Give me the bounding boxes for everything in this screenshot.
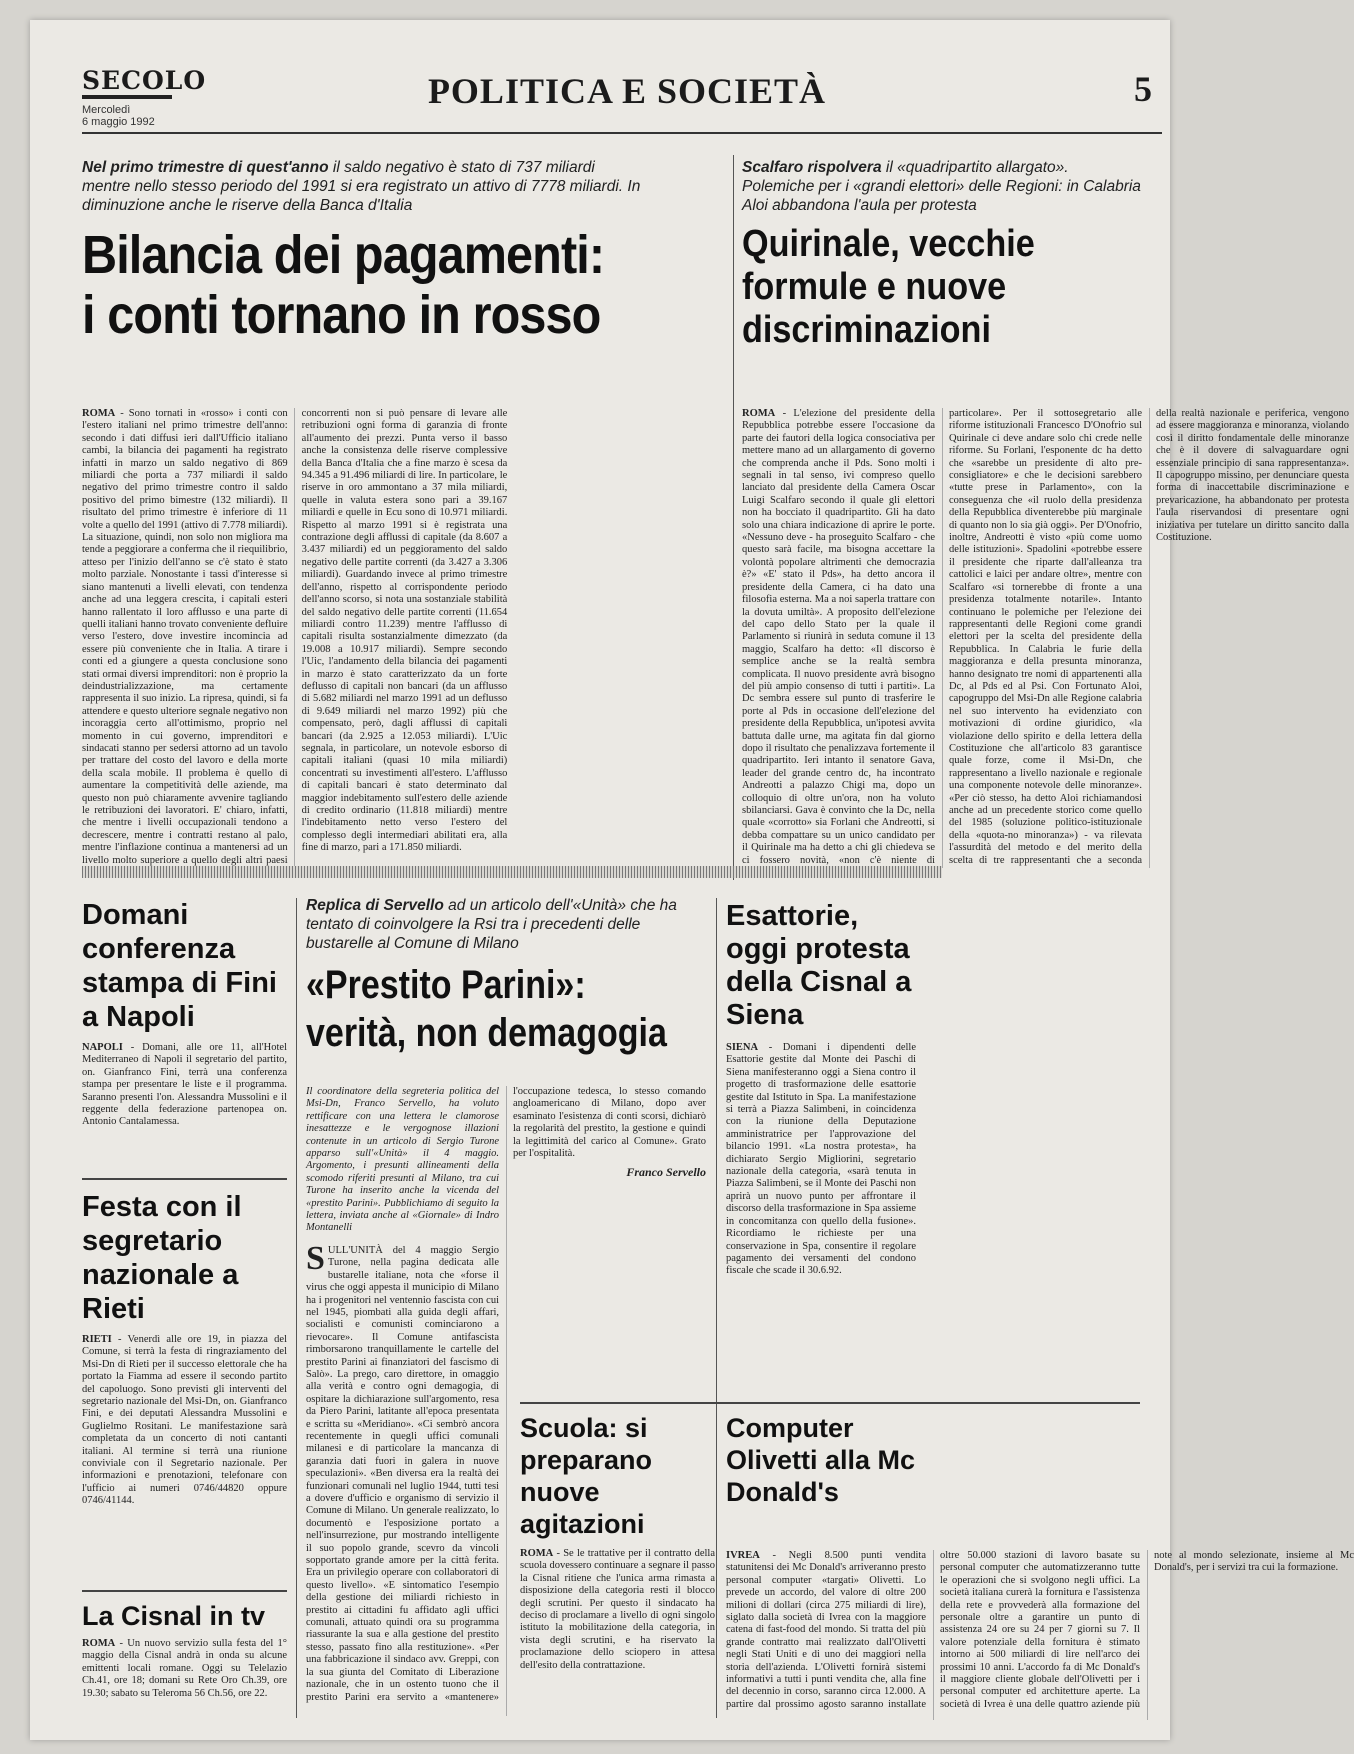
kicker-lead: Replica di Servello bbox=[306, 897, 444, 914]
article-headline: Festa con il segretario nazionale a Rieti bbox=[82, 1191, 242, 1325]
article-intro: Il coordinatore della segreteria politica del Msi-Dn, Franco Servello, ha voluto rettificare con una lettera le clamorose inesattezze e le vergognose illazioni contenute in un articolo di Sergio Turone apparso sull'«Unità» il 4 maggio. Argomento, i presunti allineamenti della scomodo riferiti presunti al Milano, tra cui Turone ha inserito anche la vicenda del «prestito Parini». Pubblichiamo di seguito la lettera, inviata anche al «Giornale» di Indro Montanelli bbox=[306, 1086, 499, 1234]
headline-line: formule e nuove bbox=[742, 266, 1007, 308]
dateline: ROMA bbox=[520, 1548, 554, 1559]
kicker-text: ad un articolo dell'«Unità» che ha tentato di coinvolgere la Rsi tra i precedenti delle bustarelle al Comune di Milano bbox=[306, 897, 677, 952]
article-body bbox=[82, 408, 727, 868]
dateline: RIETI bbox=[82, 1334, 112, 1345]
newspaper-brand: SECOLO bbox=[82, 66, 207, 95]
article-body bbox=[82, 1334, 287, 1508]
kicker-lead: Scalfaro rispolvera bbox=[742, 159, 882, 176]
body-text: - Negli 8.500 punti vendita statunitensi dei Mc Donald's arriveranno presto personal computer «targati» Olivetti. Lo prevede un accordo, del valore di oltre 200 milioni di dollari (circa 275 miliardi di lire), siglato dalla società di Ivrea con la maggiore catena di fast-food del mondo. Si tratta del più grande contratto mai realizzato dall'Olivetti negli Stati Uniti e di uno dei maggiori nella storia dell'azienda. L'Olivetti fornirà sistemi informativi a tutti i punti vendita che, alla fine del decennio in corso, saranno circa 12.000. A partire dal prossimo agosto saranno installate oltre 50.000 stazioni di lavoro basate su personal computer che automatizzeranno tutte le operazioni che si svolgono negli uffici. La società italiana curerà la fornitura e l'assistenza della rete e provvederà alla formazione del personale oltre a garantire un punto di assistenza 24 ore su 24 per 7 giorni su 7. Il valore potenziale della fornitura è stimato intorno ai 500 miliardi di lire nell'arco dei prossimi 10 anni. L'accordo fa di Mc Donald's il maggiore cliente globale dell'Olivetti per i personal computer ed architetture aperte. La società di Ivrea è una delle quattro aziende più note al mondo selezionate, insieme al Mc Donald's, per i servizi tra cui la formazione. bbox=[726, 1550, 1354, 1710]
article-body bbox=[726, 1550, 1354, 1720]
body-text: - Sono tornati in «rosso» i conti con l'estero italiani nel primo trimestre dell'anno: secondo i dati diffusi ieri dall'Ufficio italiano cambi, la bilancia dei pagamenti ha registrato infatti in marzo un saldo negativo di 869 miliardi che porta a 737 miliardi il saldo negativo del primo trimestre contro il saldo positivo del primo bimestre (132 miliardi). Il risultato del primo trimestre è inferiore di 11 volte a quello del 1991 (attivo di 7.778 miliardi). La situazione, quindi, non solo non migliora ma tende a peggiorare a conferma che il riequilibrio, atteso per l'inizio dell'anno se c'è stato è stato molto parziale. Nonostante i tassi d'interesse si siano mantenuti a livelli elevati, con tendenza anche ad una leggera crescita, i capitali esteri hanno rallentato il loro afflusso e una parte di quelli italiani hanno trovato conveniente defluire verso l'estero, dove investire incomincia ad essere più conveniente che in Italia. A tirare i conti ed a giungere a questa conclusione sono stati ormai diversi imprenditori: non è proprio la deindustrializzazione, ma certamente rappresenta il suo inizio. La ripresa, quindi, si fa attendere e questo ulteriore segnale negativo non incoraggia certo all'ottimismo, proprio nel momento in cui governo, imprenditori e sindacati stanno per sedersi attorno ad un tavolo per trattare del costo del lavoro e della morte della scala mobile. Il problema è quello di aumentare la competitività delle aziende, ma questo non può chiaramente avvenire tagliando le retribuzioni dei lavoratori. E' chiaro, infatti, che mentre i livelli occupazionali tendono a decrescere, mentre i contratti restano al palo, mentre l'inflazione continua a mantenersi ad un livello molto superiore a quello degli altri paesi concorrenti non si può pensare di levare alle retribuzioni ogni forma di garanzia di fronte all'aumento dei prezzi. Punta verso il basso anche la consistenza delle riserve complessive della Banca d'Italia che a fine marzo è scesa da 94.345 a 91.496 miliardi di lire. In particolare, le riserve in oro ammontano a 37 mila miliardi, quelle in valuta estera sono pari a 39.167 miliardi e quelle in Ecu sono di 10.971 miliardi. Rispetto al marzo 1991 si è registrata una contrazione degli afflussi di capitale (da 8.607 a 3.437 miliardi) ed un peggioramento del saldo negativo delle partite correnti (da 3.427 a 3.306 miliardi). Guardando invece al primo trimestre dell'anno, rispetto al corrispondente periodo dell'anno scorso, si nota una sostanziale stabilità del saldo negativo delle partite correnti (11.654 miliardi contro 11.239) mentre l'afflusso di capitali risulta sostanzialmente dimezzato (da 19.008 a 10.917 miliardi). Sempre secondo l'Uic, l'andamento della bilancia dei pagamenti in marzo è stato caratterizzato da un forte deflusso di capitali non bancari (da un afflusso di 5.682 miliardi nel marzo 1991 ad un deflusso di 9.649 miliardi nel marzo 1992) più che compensato, però, dagli afflussi di capitali bancari (da 2.925 a 12.053 miliardi). L'Uic segnala, in particolare, un notevole esborso di capitali italiani (quasi 10 mila miliardi) concentrati su investimenti all'estero. L'afflusso di capitali bancari è stato determinato dal maggior indebitamento sull'estero delle aziende di credito ordinario (11.818 miliardi) mentre l'indebitamento netto verso l'estero del complesso degli intermediari abilitati era, alla fine di marzo, pari a 171.850 miliardi. bbox=[82, 408, 508, 866]
article-headline bbox=[306, 961, 706, 1057]
masthead bbox=[82, 44, 1172, 128]
article-body bbox=[82, 1042, 287, 1129]
headline-line: verità, non demagogia bbox=[306, 1011, 667, 1055]
drop-cap: S bbox=[306, 1239, 325, 1277]
body-text: ULL'UNITÀ del 4 maggio Sergio Turone, nella pagina dedicata alle bustarelle italiane, nota che «forse il virus che oggi appesta il municipio di Milano ha i progenitori nel ventennio fascista con cui nel 1945, piombati alla guida degli affari, socialisti e comunisti cominciarono a rievocare». Il Comune antifascista rimborsarono tranquillamente le cartelle del prestito Parini ai finanziatori del fascismo di Salò». La prego, caro direttore, in omaggio alla verità e contro ogni demagogia, di ospitare la dichiarazione sull'argomento, resa da Piero Parini, latitante all'epoca presentata e scritta su «Meridiano». «Ci sembrò ancora recentemente in quegli uffici comunali milanesi e di particolare la mancanza di garanzia dati fuori in galera in nuove speculazioni». «Ben diversa era la realtà dei funzionari comunali nel luglio 1944, tutti tesi a dovere d'ufficio e organismo di servizio il Comune di Milano. Un generale realizzato, lo documentò e l'esposizione portato a nell'insurrezione, pur mostrando intelligente il suo popolo grande, scevro da vincoli sopportato grande amore per la città ferita. Era un privilegio operare con collaboratori di questo livello». «E sintomatico l'esempio della gestione dei miliardi richiesto in prestito ai cittadini fu affidato agli uffici comunali, attuato quindi ora su programma riassurante la sua e alla gestione del prestito stesso, passato fino alla restituzione». «Per una fabbricazione il sindaco avv. Greppi, con la sua giunta del Comitato di Liberazione nazionale, che in un ostento tuono che il prestito Parini era servito a «mantenere» l'occupazione tedesca, lo stesso comando angloamericano di Milano, dopo aver esaminato l'esistenza di conti scorsi, dichiarò la regolarità del prestito, la gestione e quindi la legittimità del carico al Comune». Grato per l'ospitalità. bbox=[306, 1086, 706, 1703]
page-number: 5 bbox=[1134, 69, 1152, 109]
kicker-lead: Nel primo trimestre di quest'anno bbox=[82, 159, 329, 176]
article-computer bbox=[726, 1412, 1354, 1722]
article-headline: Computer Olivetti alla Mc Donald's bbox=[726, 1413, 916, 1507]
body-text: - Venerdì alle ore 19, in piazza del Comune, si terrà la festa di ringraziamento del Msi-Dn di Rieti per il successo elettorale che ha portato la Fiamma ad essere il secondo partito del capoluogo. Sono previsti gli interventi del segretario nazionale del Msi-Dn, on. Gianfranco Fini, e dei deputati Alessandra Mussolini e Guglielmo Rositani. Le manifestazione sarà completata da un concerto di noti cantanti italiani. Al termine si terrà una riunione conviviale con il Segretario nazionale. Per informazioni e prenotazioni, telefonare con l'ufficio ai numeri 0746/44820 oppure 0746/41144. bbox=[82, 1334, 287, 1507]
dateline: NAPOLI bbox=[82, 1042, 123, 1053]
article-scuola bbox=[520, 1412, 715, 1722]
article-bilancia bbox=[82, 158, 727, 878]
issue-day: 6 maggio 1992 bbox=[82, 116, 155, 128]
dateline: IVREA bbox=[726, 1550, 760, 1561]
headline-line: i conti tornano in rosso bbox=[82, 285, 601, 345]
column-divider bbox=[733, 155, 734, 880]
article-headline bbox=[82, 225, 726, 345]
issue-weekday: Mercoledì bbox=[82, 104, 131, 116]
article-headline: Esattorie, oggi protesta della Cisnal a Siena bbox=[726, 900, 912, 1031]
newspaper-page bbox=[30, 20, 1354, 1740]
article-body bbox=[82, 1638, 287, 1700]
article-headline: La Cisnal in tv bbox=[82, 1601, 266, 1631]
headline-line: «Prestito Parini»: bbox=[306, 963, 586, 1007]
kicker-text: il saldo negativo è stato di 737 miliardi mentre nello stesso periodo del 1991 si era registrato un attivo di 7778 miliardi. In diminuzione anche le riserve della Banca d'Italia bbox=[82, 159, 641, 214]
brief-divider bbox=[82, 1590, 287, 1592]
masthead-rule bbox=[82, 132, 1162, 134]
body-text: - Domani, alle ore 11, all'Hotel Mediterraneo di Napoli il segretario del partito, on. Gianfranco Fini, terrà una conferenza stampa per presentare le liste e il programma. Saranno presenti l'on. Alessandra Mussolini e il reggente della federazione partenopea on. Antonio Cantalamessa. bbox=[82, 1042, 287, 1128]
article-body bbox=[742, 408, 1349, 868]
column-divider bbox=[716, 898, 717, 1718]
section-title: POLITICA E SOCIETÀ bbox=[427, 71, 827, 111]
article-festa bbox=[82, 1190, 287, 1585]
article-headline: Domani conferenza stampa di Fini a Napoli bbox=[82, 899, 277, 1033]
article-body bbox=[520, 1548, 715, 1672]
kicker-text: il «quadripartito allargato». Polemiche per i «grandi elettori» delle Regioni: in Calabria Aloi abbandona l'aula per protesta bbox=[742, 159, 1141, 214]
body-text: - Un nuovo servizio sulla festa del 1° maggio della Cisnal andrà in onda su alcune emittenti locali romane. Oggi su Telelazio Ch.41, ore 18; domani su Rete Oro Ch.39, ore 19.30; sabato su Teleroma 56 Ch.56, ore 22. bbox=[82, 1638, 287, 1699]
dateline: ROMA bbox=[82, 1638, 116, 1649]
article-headline bbox=[742, 223, 1138, 352]
article-kicker bbox=[82, 158, 642, 215]
brief-divider bbox=[520, 1402, 1140, 1404]
body-text: - Se le trattative per il contratto della scuola dovessero continuare a segnare il passo la Cisnal ritiene che l'unica arma rimasta a disposizione della categoria resti il blocco degli scrutini. Per questo il sindacato ha deciso di proclamare a livello di ogni singolo istituto la mobilitazione della categoria, in vista degli scrutini, e ha riservato la proclamazione dello sciopero in attesa dell'esito della contrattazione. bbox=[520, 1548, 715, 1671]
article-domani bbox=[82, 898, 287, 1173]
column-divider bbox=[296, 898, 297, 1718]
article-cisnal-tv bbox=[82, 1600, 287, 1720]
headline-line: discriminazioni bbox=[742, 309, 991, 351]
article-body bbox=[726, 1042, 916, 1278]
headline-line: Quirinale, vecchie bbox=[742, 223, 1035, 265]
body-text: - Domani i dipendenti delle Esattorie gestite dal Monte dei Paschi di Siena manifesteranno oggi a Siena contro il progetto di trasformazione delle esattorie gestite dal Istituto in Spa. La manifestazione si terrà a Piazza Salimbeni, in coincidenza con la riunione della Deputazione amministratrice per l'approvazione del bilancio 1991. «La nostra protesta», ha dichiarato Sergio Migliorini, segretario nazionale della categoria, «sarà tenuta in Piazza Salimbeni, se il Monte dei Paschi non aprirà un nuovo punto per affrontare il discorso della trasformazione in Spa assieme in concomitanza con quello della fusione». Ricordiamo le richieste per una conservazione in Spa, consentire il regolare pagamento dei versamenti del condono fiscale che scade il 30.6.92. bbox=[726, 1042, 916, 1277]
dateline: ROMA bbox=[82, 408, 116, 419]
article-esattorie bbox=[726, 900, 916, 1390]
brief-divider bbox=[82, 1178, 287, 1180]
dateline: ROMA bbox=[742, 408, 776, 419]
article-kicker bbox=[742, 158, 1142, 215]
article-kicker bbox=[306, 896, 686, 953]
dateline: SIENA bbox=[726, 1042, 759, 1053]
signature: Franco Servello bbox=[626, 1165, 706, 1180]
headline-line: Bilancia dei pagamenti: bbox=[82, 225, 605, 285]
section-separator bbox=[82, 866, 942, 878]
body-text: - L'elezione del presidente della Repubblica potrebbe essere l'occasione da parte dei fautori della logica consociativa per mettere mano ad un allargamento di governo che comprenda anche il Pds. Sono molti i segnali in tal senso, ivi compreso quello lanciato dal presidente della Camera Oscar Luigi Scalfaro secondo il quale gli elettori non ha bocciato il quadripartito. Gli ha dato solo una chiara indicazione di aprire le porte. «Nessuno deve - ha proseguito Scalfaro - che questo sarà facile, ma bisogna accettare la volontà popolare altrimenti che democrazia è?» «E' stato il Pds», ha detto ancora il presidente della Camera, ci ha dato una filosofia esterna. Ma a noi saperla trattare con la dovuta umiltà». A proposito dell'elezione del capo dello Stato per la quale il Parlamento si riunirà in seduta comune il 13 maggio, Scalfaro ha detto: «Il discorso è semplice anche se la realtà sembra complicata. Il nuovo presidente avrà bisogno del più ampio consenso di tutti i partiti». La Dc sembra essere sul punto di trasferire le porte al Pds in occasione dell'elezione del presidente della Repubblica, un'ipotesi avvita battuta dalle urne, ma agitata fin dal giorno dopo il risultato che penalizzava fortemente il quadripartito. Ieri intanto il senatore Gava, leader del grande centro dc, ha incontrato Andreotti a palazzo Chigi ma, dopo un colloquio di oltre un'ora, non ha voluto sbilanciarsi. Gava è convinto che la Dc, nella quale «corrotto» sia Forlani che Andreotti, si debba compattare su un unico candidato per il Quirinale ma ha detto a chi gli chiedeva se ci fossero novità, «non c'è niente di particolare». Per il sottosegretario alle riforme istituzionali Francesco D'Onofrio sul Quirinale ci deve andare solo chi crede nelle riforme. Su Forlani, l'esponente dc ha detto che «sarebbe un presidente di alto pre-consigliatore» e che le decisioni sarebbero «tutte prese in Parlamento», con la conseguenza che «il ruolo della presidenza della Repubblica diventerebbe più marginale di quanto non lo sia già oggi». Per D'Onofrio, inoltre, Andreotti è visto «più come uomo delle istituzioni». Spadolini «potrebbe essere il presidente che riparte dall'alleanza tra cattolici e laici per andare oltre», mentre con Scalfaro «si tornerebbe di fronte a una presidenza totalmente notarile». Intanto continuano le polemiche per l'elezione dei rappresentanti delle Regioni come grandi elettori per la scelta del presidente della Repubblica. In Calabria le furie della maggioranza e della presunta minoranza, hanno designato tre nomi di appartenenti alla Dc, al Pds ed al Psi. Con Fortunato Aloi, capogruppo del Msi-Dn alle Regione calabria nel suo intervento ha evidenziato con motivazioni di ordine giuridico, «la violazione dello spirito e della lettera della Costituzione che all'articolo 83 garantisce quale forze, come il Msi-Dn, che rappresentano a livello nazionale e regionale una componente notevole delle minoranze». «Per ciò stesso, ha detto Aloi richiamandosi anche ad un precedente storico come quello del 1985 (soluzione politico-istituzionale della «quota-no minoranza») - va rilevata l'assurdità del metodo e del merito della scelta di tre rappresentanti che a seconda della realtà nazionale e periferica, vengono ad essere maggioranza e minoranza, violando così il diritto fondamentale delle minoranze che è il dovere di salvaguardare ogni essenziale principio di sana rappresentanza». Il capogruppo missino, per denunciare questa forma di inaccettabile discriminazione e prevaricazione, ha abbandonato per protesta l'aula riservandosi di presentare ogni iniziativa per tutelare un diritto sancito dalla Costituzione. bbox=[742, 408, 1349, 866]
article-headline: Scuola: si preparano nuove agitazioni bbox=[520, 1413, 653, 1539]
